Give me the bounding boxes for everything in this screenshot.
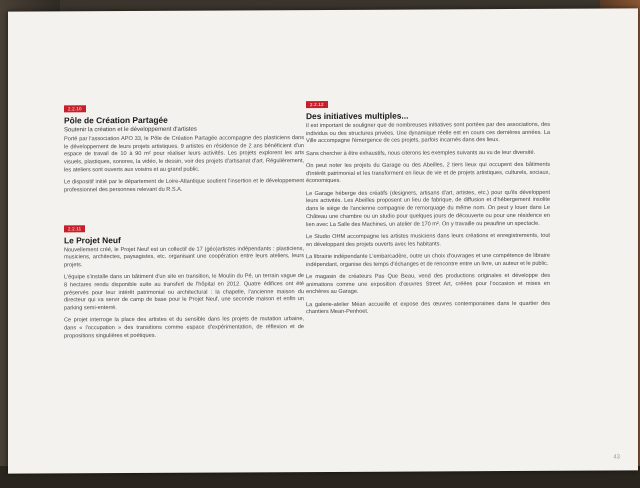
left-column <box>64 96 304 359</box>
section-title: Des initiatives multiples... <box>306 110 409 122</box>
section-title: Le Projet Neuf <box>64 234 121 245</box>
section-projet-neuf <box>64 216 304 341</box>
section-tag: 2.2.10 <box>64 105 86 112</box>
document-page <box>8 8 638 473</box>
section-subtitle: Soutenir la création et le développement d'artistes <box>64 126 197 134</box>
paragraph: On peut noter les projets du Garage ou des Abeilles, 2 tiers lieux qui occupent des bâtiments d'intérêt patrimonial et les transforment en lieux de vie et de projets artistiques, culturels, sociaux, économiques. <box>306 161 550 185</box>
paragraph: Le magasin de créateurs Pas Que Beau, vend des productions originales et développe des animations comme une exposition d'œuvres Street Art, créées pour l'occasion et mises en enchères au Garage. <box>306 272 550 296</box>
paragraph: Le Garage héberge des créatifs (designers, artisans d'art, artistes, etc.) pour qu'ils développent leurs activités. Les Abeilles proposent un lieu de fabrique, de diffusion et d'hébergement insolite dans le siège de l'ancienne compagnie de remorquage du même nom. On peut y louer dans Le Château une chambre ou un studio pour quelques jours de découverte ou pour une résidence en lien avec La Salle des Machines, un atelier de 170 m². On y travaille ou peaufine un spectacle. <box>306 189 550 228</box>
paragraph: L'équipe s'installe dans un bâtiment d'un site en transition, le Moulin du Pé, un terrain vague de 8 hectares rendu disponible suite au transfert de l'hôpital en 2012. Quatre édifices ont été préservés pour leur intérêt patrimonial ou architectural : la chapelle, l'ancienne maison du directeur qui va servir de camp de base pour le Projet Neuf, une seconde maison et enfin un parking semi-enterré. <box>64 273 304 312</box>
paragraph: La galerie-atelier Méan accueille et expose des œuvres contemporaines dans le quartier des chantiers Mean-Penhoet. <box>306 300 550 316</box>
paragraph: Porté par l'association APO 33, le Pôle de Création Partagée accompagne des plasticiens dans le développement de leurs projets artistiques. 9 artistes en résidence de 2 ans bénéficient d'un espace de travail de 10 à 90 m² pour réaliser leurs activités. Les projets explorent les arts visuels, plastiques, sonores, la vidéo, le dessin, voir des projets d'artisanat d'art. Régulièrement, les ateliers sont ouverts aux voisins et au grand public. <box>64 135 304 174</box>
section-tag: 2.2.12 <box>306 101 328 108</box>
page-number: 43 <box>613 454 620 461</box>
paragraph: Il est important de souligner que de nombreuses initiatives sont portées par des associations, des individus ou des structures privées. Une dynamique réelle est en cours ces dernières années. La Ville accompagne l'émergence de ces projets, parfois incarnés dans des lieux. <box>306 121 550 145</box>
paragraph: La librairie indépendante L'embarcadère, outre un choix d'ouvrages et une compétence de libraire indépendant, organise des temps d'échanges et de rencontre entre un livre, un auteur et le public. <box>306 252 550 268</box>
paragraph: Le dispositif initié par le département de Loire-Atlantique soutient l'insertion et le développement professionnel des personnes relevant du R.S.A. <box>64 178 304 194</box>
paragraph: Nouvellement créé, le Projet Neuf est un collectif de 17 (géo)artistes indépendants : plasticiens, musiciens, architectes, paysagistes, etc. organisant une coopération entre leurs ateliers, leurs projets. <box>64 245 304 269</box>
paragraph: Sans chercher à être exhaustifs, nous citerons les exemples suivants au vu de leur diversité. <box>306 149 536 157</box>
paragraph: Le Studio OHM accompagne les artistes musiciens dans leurs créations et enregistrements, tout en développant des projets ouverts avec les habitants. <box>306 232 550 248</box>
section-title: Pôle de Création Partagée <box>64 114 168 126</box>
section-tag: 2.2.11 <box>64 225 85 232</box>
right-column <box>306 92 550 322</box>
paragraph: Ce projet interroge la place des artistes et du sensible dans les projets de mutation urbaine, dans « l'occupation » des transitions comme espace d'expérimentation, de réflexion et de propositions singulières et poétiques. <box>64 316 304 340</box>
section-pole-creation <box>64 96 304 195</box>
